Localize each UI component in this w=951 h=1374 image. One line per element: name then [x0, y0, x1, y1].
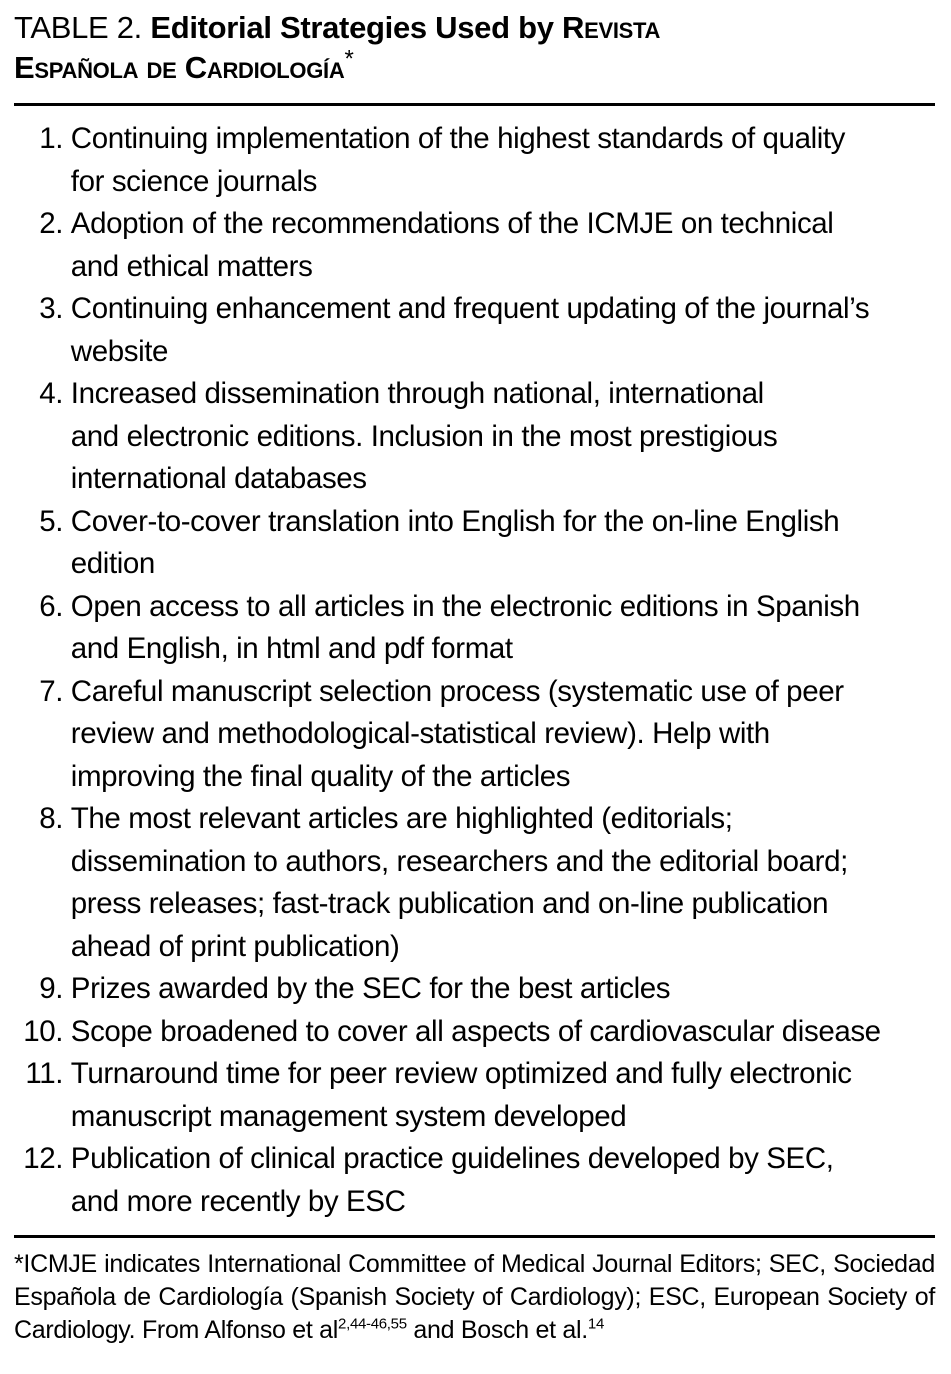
list-item — [14, 288, 937, 373]
table-title-journal-line1: Revista — [561, 10, 661, 45]
list-item — [14, 968, 937, 1011]
strategy-list — [14, 118, 937, 1223]
list-item-text: Continuing enhancement and frequent updating of the journal’s website — [70, 292, 870, 368]
list-item-number: 9. — [39, 972, 63, 1005]
list-item — [14, 1053, 937, 1138]
list-item-number: 3. — [39, 292, 63, 325]
list-item-number: 1. — [39, 122, 63, 155]
list-item-text: Adoption of the recommendations of the ICMJE on technical and ethical matters — [70, 207, 834, 283]
list-item-text: Increased dissemination through national, international and electronic editions. Inclusion in the most prestigious international databases — [70, 377, 778, 495]
title-asterisk: * — [344, 45, 354, 73]
list-item-text: Prizes awarded by the SEC for the best articles — [70, 972, 671, 1005]
list-item — [14, 118, 937, 203]
list-item — [14, 203, 937, 288]
list-item — [14, 798, 937, 968]
table-title — [14, 8, 937, 88]
list-item-text: Open access to all articles in the electronic editions in Spanish and English, in html and pdf format — [70, 589, 860, 665]
list-item-number: 2. — [39, 207, 63, 240]
list-item-number: 4. — [39, 377, 63, 410]
list-item — [14, 586, 937, 671]
top-rule — [14, 103, 935, 106]
list-item — [14, 501, 937, 586]
list-item-number: 6. — [39, 589, 63, 623]
bottom-rule — [14, 1235, 935, 1238]
footnote-text: *ICMJE indicates International Committee of Medical Journal Editors; SEC, Sociedad Española de Cardiología (Spanish Society of Cardiology); ESC, European Society of Cardiology. From Alfonso et al — [14, 1250, 935, 1344]
list-item-text: Cover-to-cover translation into English for the on-line English edition — [70, 504, 840, 580]
list-item-number: 5. — [39, 504, 63, 538]
table-label: TABLE 2. — [14, 10, 142, 45]
list-item — [14, 1138, 937, 1223]
list-item — [14, 1011, 937, 1054]
table-footnote — [14, 1248, 935, 1347]
footnote-middle: and Bosch et al. — [406, 1316, 588, 1344]
list-item-number: 10. — [23, 1014, 63, 1048]
list-item-text: Careful manuscript selection process (systematic use of peer review and methodological-statistical review). Help with improving the final quality of the articles — [70, 674, 844, 793]
list-item-number: 11. — [25, 1057, 63, 1090]
list-item-number: 7. — [39, 674, 63, 708]
list-item-text: Publication of clinical practice guidelines developed by SEC, and more recently by ESC — [70, 1142, 834, 1218]
list-item-text: The most relevant articles are highlighted (editorials; dissemination to authors, researchers and the editorial board; press releases; fast-track publication and on-line publication ahead of print publication) — [70, 802, 848, 963]
list-item — [14, 373, 937, 501]
list-item-text: Continuing implementation of the highest standards of quality for science journals — [70, 122, 846, 198]
table-title-main: Editorial Strategies Used by — [150, 10, 554, 45]
list-item-number: 8. — [39, 802, 63, 835]
list-item-text: Turnaround time for peer review optimized and fully electronic manuscript management system developed — [70, 1057, 852, 1133]
list-item-number: 12. — [23, 1142, 63, 1175]
footnote-ref-2: 14 — [587, 1315, 604, 1333]
table-title-journal-line2: Española de Cardiología — [14, 50, 345, 85]
list-item — [14, 671, 937, 799]
footnote-ref-1: 2,44-46,55 — [338, 1315, 407, 1333]
list-item-text: Scope broadened to cover all aspects of cardiovascular disease — [70, 1014, 881, 1048]
